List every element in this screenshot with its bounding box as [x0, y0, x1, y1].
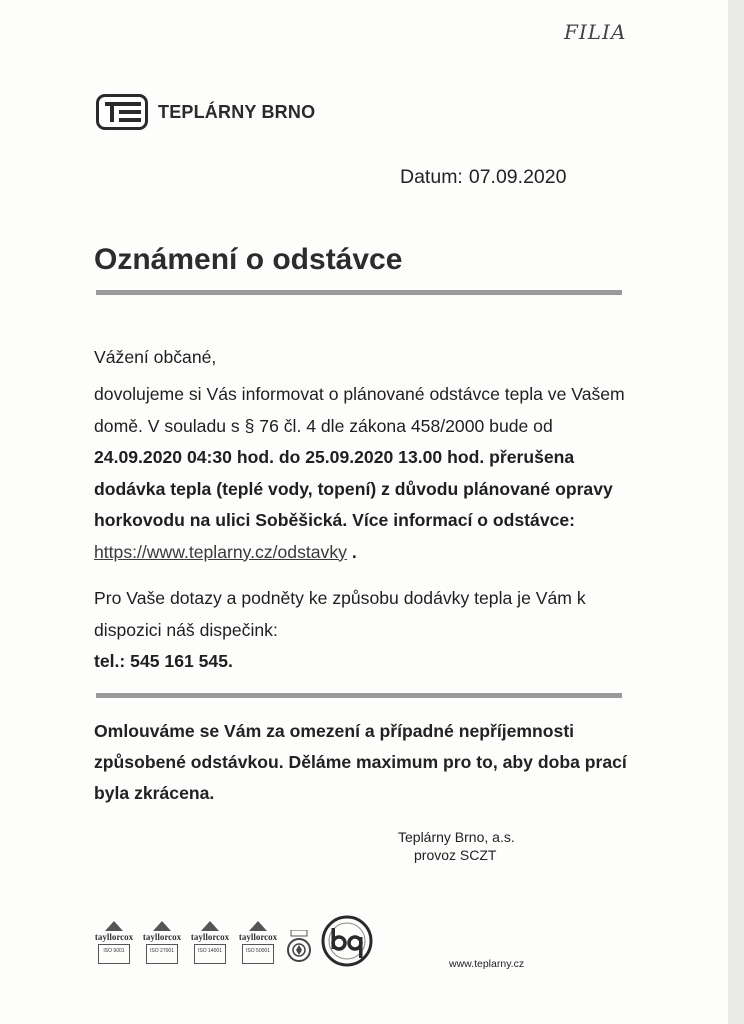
cert-brand: tayllorcox: [94, 932, 134, 942]
certification-badge: [140, 921, 184, 964]
signature-unit: provoz SCZT: [414, 847, 497, 863]
triangle-icon: [201, 921, 219, 931]
triangle-icon: [249, 921, 267, 931]
cert-standard: ISO 27001: [146, 944, 178, 964]
greeting: Vážení občané,: [94, 347, 217, 367]
teplarny-logo-icon: [96, 94, 148, 130]
contact-paragraph: [94, 583, 634, 678]
triangle-icon: [153, 921, 171, 931]
certification-logos: [92, 912, 376, 964]
apology-text: Omlouváme se Vám za omezení a případné nepříjemnosti způsobené odstávkou. Děláme maximum pro to, aby doba prací byla zkrácena.: [94, 721, 627, 803]
triangle-icon: [105, 921, 123, 931]
cert-standard: ISO 50001: [242, 944, 274, 964]
cert-brand: tayllorcox: [238, 932, 278, 942]
section-divider: [96, 693, 622, 698]
title-divider: [96, 290, 622, 295]
outage-period: 24.09.2020 04:30 hod. do 25.09.2020 13.00 hod.: [94, 447, 485, 467]
handwritten-note: FILIA: [564, 20, 627, 44]
scan-edge: [728, 0, 744, 1024]
dispatch-phone: tel.: 545 161 545.: [94, 651, 233, 671]
contact-text: Pro Vaše dotazy a podněty ke způsobu dodávky tepla je Vám k dispozici náš dispečink:: [94, 588, 586, 640]
document-date: [400, 166, 566, 189]
cert-brand: tayllorcox: [190, 932, 230, 942]
seal-icon: [286, 930, 312, 964]
certification-badge: [188, 921, 232, 964]
page-title: Oznámení o odstávce: [94, 243, 403, 276]
cert-standard: ISO 14001: [194, 944, 226, 964]
paragraph-end: .: [351, 541, 357, 562]
outage-description: přerušena dodávka tepla (teplé vody, topení) z důvodu plánované opravy horkovodu na ulici Soběšická. Více informací o odstávce:: [94, 447, 613, 530]
cert-standard: ISO 9001: [98, 944, 130, 964]
signature: [398, 828, 515, 864]
cert-brand: tayllorcox: [142, 932, 182, 942]
outage-info-link[interactable]: https://www.teplarny.cz/odstavky: [94, 541, 347, 562]
bp-logo-icon: [318, 912, 376, 970]
footer-website[interactable]: www.teplarny.cz: [449, 958, 525, 970]
certification-badge: [92, 921, 136, 964]
date-label: Datum:: [400, 166, 463, 188]
date-value: 07.09.2020: [468, 166, 567, 188]
signature-company: Teplárny Brno, a.s.: [398, 829, 515, 845]
notice-paragraph: [94, 379, 634, 568]
company-name: TEPLÁRNY BRNO: [158, 101, 316, 122]
notice-intro: dovolujeme si Vás informovat o plánované odstávce tepla ve Vašem domě. V souladu s § 76 čl. 4 dle zákona 458/2000 bude od: [94, 384, 625, 436]
company-logo: [96, 94, 315, 130]
certification-badge: [236, 921, 280, 964]
